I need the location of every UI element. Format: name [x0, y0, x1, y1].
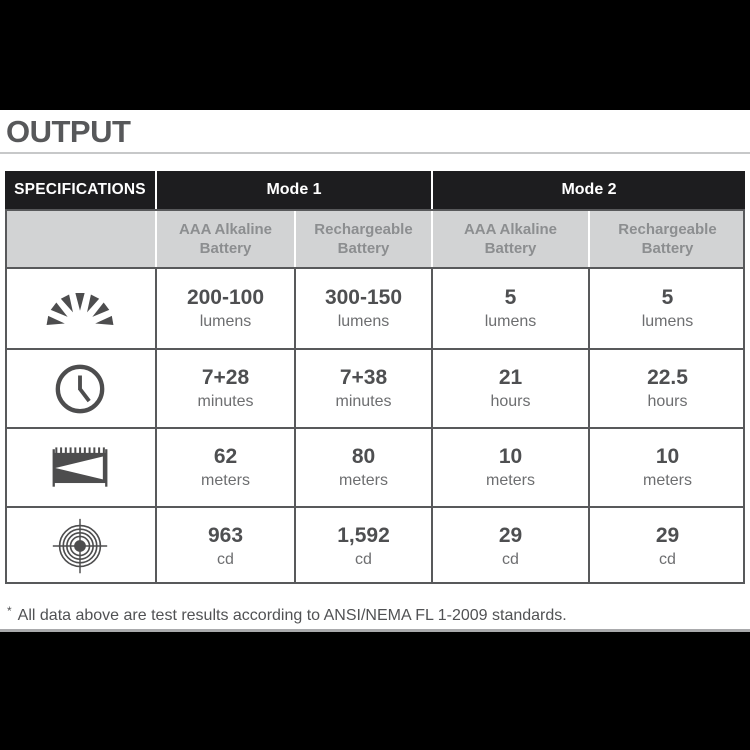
battery-header-line2: Battery — [641, 240, 694, 257]
spec-value: 21 — [498, 366, 523, 389]
spec-value: 5 — [661, 286, 674, 309]
footnote-marker: * — [7, 604, 12, 618]
header-battery-mode1-alkaline — [157, 211, 294, 267]
spec-cell-intensity-m1-alkaline — [157, 508, 294, 584]
spec-value: 5 — [504, 286, 517, 309]
spec-value: 7+38 — [339, 366, 388, 389]
footnote-text: All data above are test results according to ANSI/NEMA FL 1-2009 standards. — [17, 607, 567, 624]
row-light-output-icon-cell — [5, 269, 155, 348]
row-beam-intensity-icon-cell — [5, 508, 155, 584]
spec-unit: lumens — [337, 313, 390, 330]
header-mode-2: Mode 2 — [433, 171, 745, 209]
spec-cell-lumens-m2-alkaline — [433, 269, 588, 348]
spec-cell-distance-m1-rechargeable — [296, 429, 431, 506]
specifications-table — [5, 171, 745, 584]
battery-header-line2: Battery — [484, 240, 537, 257]
spec-cell-intensity-m2-alkaline — [433, 508, 588, 584]
top-letterbox-bar — [0, 0, 750, 110]
battery-header-line1: AAA Alkaline — [178, 220, 273, 238]
header-mode-1: Mode 1 — [157, 171, 431, 209]
spec-unit: meters — [643, 472, 692, 489]
title-rule — [0, 152, 750, 154]
spec-cell-lumens-m1-alkaline — [157, 269, 294, 348]
header-battery-mode2-alkaline — [433, 211, 588, 267]
spec-unit: lumens — [199, 313, 252, 330]
light-output-icon — [40, 282, 120, 335]
row-runtime-icon-cell — [5, 350, 155, 427]
beam-distance-icon — [47, 441, 113, 494]
spec-sheet — [0, 110, 750, 627]
spec-value: 10 — [498, 445, 523, 468]
spec-cell-distance-m2-alkaline — [433, 429, 588, 506]
spec-value: 62 — [213, 445, 238, 468]
spec-cell-distance-m1-alkaline — [157, 429, 294, 506]
bottom-letterbox-bar — [0, 629, 750, 750]
header-battery-mode1-rechargeable — [296, 211, 431, 267]
battery-header-line1: Rechargeable — [314, 220, 413, 238]
spec-unit: meters — [201, 472, 250, 489]
spec-unit: lumens — [641, 313, 694, 330]
spec-value: 7+28 — [201, 366, 250, 389]
spec-unit: minutes — [335, 393, 392, 410]
spec-value: 80 — [351, 445, 376, 468]
spec-value: 1,592 — [337, 523, 390, 547]
spec-cell-runtime-m2-rechargeable — [590, 350, 745, 427]
runtime-clock-icon — [53, 362, 107, 416]
battery-header-line2: Battery — [337, 240, 390, 257]
spec-cell-intensity-m2-rechargeable — [590, 508, 745, 584]
spec-cell-distance-m2-rechargeable — [590, 429, 745, 506]
spec-cell-runtime-m2-alkaline — [433, 350, 588, 427]
spec-value: 29 — [655, 523, 680, 547]
spec-cell-runtime-m1-alkaline — [157, 350, 294, 427]
spec-value: 300-150 — [324, 286, 403, 309]
header-battery-spacer — [5, 211, 155, 267]
spec-unit: meters — [339, 472, 388, 489]
spec-cell-lumens-m1-rechargeable — [296, 269, 431, 348]
spec-value: 10 — [655, 445, 680, 468]
spec-unit: hours — [647, 393, 688, 410]
page-title: OUTPUT — [6, 114, 131, 149]
spec-unit: lumens — [484, 313, 537, 330]
spec-unit: minutes — [197, 393, 254, 410]
spec-unit: cd — [355, 550, 372, 568]
spec-cell-lumens-m2-rechargeable — [590, 269, 745, 348]
footnote — [7, 600, 750, 627]
spec-value: 22.5 — [647, 366, 688, 389]
battery-header-line1: AAA Alkaline — [463, 220, 558, 238]
spec-cell-intensity-m1-rechargeable — [296, 508, 431, 584]
battery-header-line1: Rechargeable — [618, 220, 717, 238]
spec-cell-runtime-m1-rechargeable — [296, 350, 431, 427]
header-specifications: SPECIFICATIONS — [5, 171, 155, 209]
row-beam-distance-icon-cell — [5, 429, 155, 506]
spec-unit: cd — [659, 550, 676, 568]
beam-intensity-icon — [51, 517, 109, 575]
spec-value: 963 — [207, 523, 244, 547]
spec-unit: meters — [486, 472, 535, 489]
spec-value: 200-100 — [186, 286, 265, 309]
spec-unit: cd — [217, 550, 234, 568]
battery-header-line2: Battery — [199, 240, 252, 257]
spec-value: 29 — [498, 523, 523, 547]
header-battery-mode2-rechargeable — [590, 211, 745, 267]
spec-unit: cd — [502, 550, 519, 568]
spec-unit: hours — [490, 393, 531, 410]
